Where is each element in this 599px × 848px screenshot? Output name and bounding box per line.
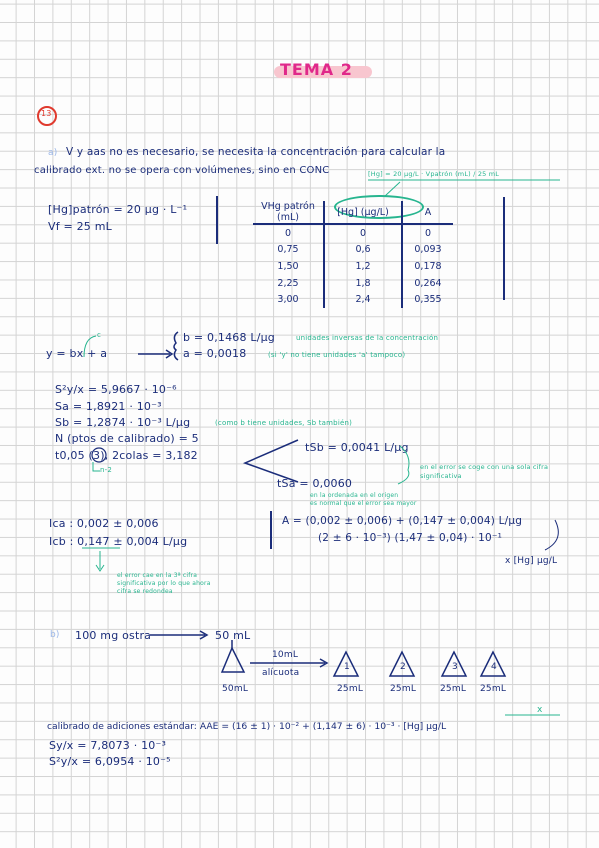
table-cell: 2,4: [324, 291, 402, 308]
intercept-a: a = 0,0018: [183, 347, 247, 360]
syx: Sy/x = 7,8073 · 10⁻³: [49, 739, 167, 752]
table-cell: 0,178: [402, 258, 453, 275]
table-cell: 0,093: [402, 242, 453, 259]
page-title: TEMA 2: [280, 60, 353, 79]
t-note: n-2: [100, 466, 113, 474]
table-cell: 1,8: [324, 275, 402, 292]
rounding-note-2: significativa por lo que ahora: [117, 580, 211, 587]
sa: Sa = 1,8921 · 10⁻³: [55, 400, 162, 413]
standard-addition-line: calibrado de adiciones estándar: AAE = (16 ± 1) · 10⁻² + (1,147 ± 6) · 10⁻³ · [Hg] μg/L: [47, 721, 447, 732]
dilution-volume: 50 mL: [215, 629, 251, 642]
section-a-letter: a): [48, 148, 58, 158]
problem-number: 13: [41, 109, 52, 118]
n-points: N (ptos de calibrado) = 5: [55, 432, 199, 445]
table-cell: 2,25: [277, 277, 299, 289]
regression-model: y = bx + a: [46, 347, 108, 360]
hg-patron: [Hg]patrón = 20 μg · L⁻¹: [48, 203, 188, 216]
header-v-patron: VHg patrón (mL): [253, 201, 324, 224]
flask-4-number: 4: [491, 662, 497, 672]
x-label: x [Hg] μg/L: [505, 556, 558, 566]
rounding-note-3: cifra se redondea: [117, 588, 173, 595]
table-cell: 0,75: [277, 244, 299, 256]
flask-1-volume: 25mL: [337, 684, 364, 694]
table-cell: 0,264: [402, 275, 453, 292]
sample-mass: 100 mg ostra: [75, 629, 152, 642]
flask-3-number: 3: [452, 662, 458, 672]
section-a-line1: V y aas no es necesario, se necesita la concentración para calcular la: [66, 146, 446, 158]
absorbance-equation-sci: (2 ± 6 · 10⁻³) (1,47 ± 0,04) · 10⁻¹: [318, 532, 503, 544]
section-a-line2: calibrado ext. no se opera con volúmenes, sino en CONC: [34, 165, 330, 176]
vol-left: 50mL: [222, 684, 249, 694]
ica: Ica : 0,002 ± 0,006: [49, 517, 159, 530]
slope-b: b = 0,1468 L/μg: [183, 331, 275, 344]
table-cell: 0,6: [324, 242, 402, 259]
absorbance-equation: A = (0,002 ± 0,006) + (0,147 ± 0,004) L/μg: [282, 515, 523, 527]
table-cell: 0,355: [402, 291, 453, 308]
s2yx-c: S²y/x = 6,0954 · 10⁻⁵: [49, 755, 171, 768]
header-hg-conc: [Hg] (μg/L): [324, 201, 402, 224]
final-volume: Vf = 25 mL: [48, 220, 112, 233]
tsb: tSb = 0,0041 L/μg: [305, 441, 409, 454]
header-absorbance: A: [402, 201, 453, 224]
flask-3-volume: 25mL: [440, 684, 467, 694]
table-cell: 1,50: [277, 260, 299, 272]
x-mark: x: [537, 705, 543, 715]
t-student: t0,05 (3), 2colas = 3,182: [55, 449, 198, 462]
model-c-label: c: [97, 331, 102, 339]
table-cell: 1,2: [324, 258, 402, 275]
sb: Sb = 1,2874 · 10⁻³ L/μg: [55, 416, 191, 429]
table-cell: 3,00: [277, 294, 299, 306]
origin-note-2: es normal que el error sea mayor: [310, 500, 417, 507]
error-note: en el error se coge con una sola cifra significativa: [420, 463, 549, 480]
flask-2-volume: 25mL: [390, 684, 417, 694]
flask-2-number: 2: [400, 662, 406, 672]
aliquot-label: alícuota: [262, 668, 300, 678]
tsa: tSa = 0,0060: [277, 477, 353, 490]
flask-1-number: 1: [344, 662, 350, 672]
aliquot-volume: 10mL: [272, 650, 299, 660]
section-b-letter: b): [50, 630, 60, 640]
s2yx: S²y/x = 5,9667 · 10⁻⁶: [55, 383, 177, 396]
hg-formula-note: [Hg] = 20 μg/L · Vpatrón (mL) / 25 mL: [368, 170, 500, 178]
flask-4-volume: 25mL: [480, 684, 507, 694]
sb-note: (como b tiene unidades, Sb también): [215, 419, 353, 427]
table-cell: 0: [284, 227, 292, 239]
intercept-a-note: (si 'y' no tiene unidades 'a' tampoco): [268, 351, 406, 359]
table-cell: 0: [324, 224, 402, 242]
slope-b-note: unidades inversas de la concentración: [296, 334, 439, 342]
origin-note-1: en la ordenada en el origen: [310, 492, 399, 499]
table-cell: 0: [402, 224, 453, 242]
rounding-note-1: el error cae en la 3ª cifra: [117, 572, 198, 579]
icb: Icb : 0,147 ± 0,004 L/μg: [49, 535, 188, 548]
